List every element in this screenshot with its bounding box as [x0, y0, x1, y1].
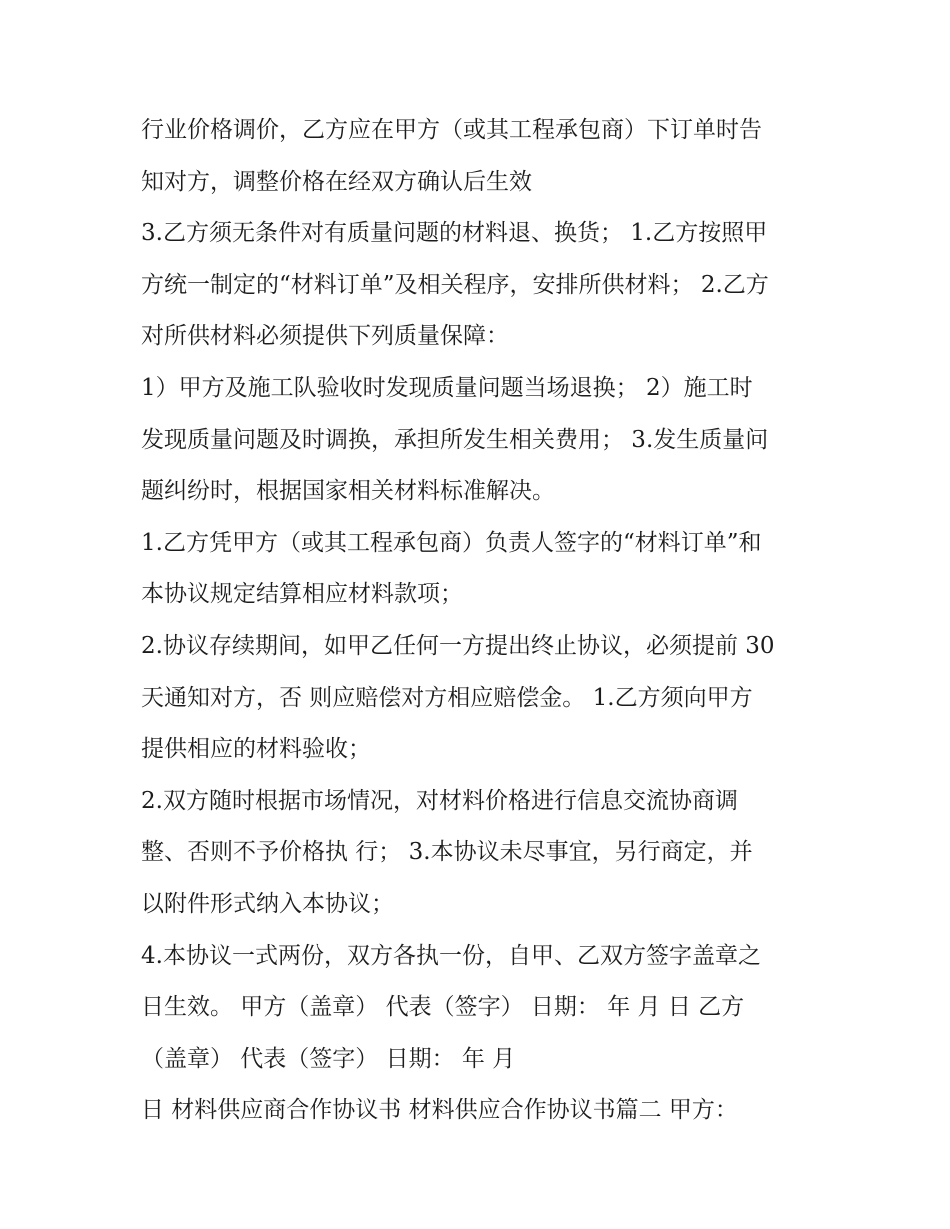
- text-line: 3.乙方须无条件对有质量问题的材料退、换货； 1.乙方按照甲: [141, 220, 768, 247]
- text-line: 题纠纷时，根据国家相关材料标准解决。: [141, 478, 555, 505]
- text-line: 1.乙方凭甲方（或其工程承包商）负责人签字的“材料订单”和: [141, 529, 762, 556]
- text-line: 知对方，调整价格在经双方确认后生效: [141, 168, 532, 195]
- text-line: 日生效。 甲方（盖章） 代表（签字） 日期： 年 月 日 乙方: [141, 994, 745, 1021]
- text-line: 1）甲方及施工队验收时发现质量问题当场退换； 2）施工时: [141, 374, 753, 401]
- text-line: 2.双方随时根据市场情况，对材料价格进行信息交流协商调: [141, 787, 738, 814]
- text-line: 以附件形式纳入本协议；: [141, 890, 394, 917]
- text-line: 行业价格调价，乙方应在甲方（或其工程承包商）下订单时告: [141, 117, 762, 143]
- document-body: [141, 105, 821, 1137]
- text-line: 日 材料供应商合作协议书 材料供应合作协议书篇二 甲方：: [141, 1097, 738, 1124]
- text-line: 2.协议存续期间，如甲乙任何一方提出终止协议，必须提前 30: [141, 632, 775, 659]
- text-line: 4.本协议一式两份，双方各执一份，自甲、乙双方签字盖章之: [141, 942, 761, 969]
- text-line: 提供相应的材料验收；: [141, 736, 371, 763]
- text-line: 天通知对方，否 则应赔偿对方相应赔偿金。 1.乙方须向甲方: [141, 684, 753, 711]
- text-line: 方统一制定的“材料订单”及相关程序，安排所供材料； 2.乙方: [141, 271, 769, 298]
- text-line: 整、否则不予价格执 行； 3.本协议未尽事宜，另行商定，并: [141, 839, 753, 866]
- text-line: （盖章） 代表（签字） 日期： 年 月: [141, 1045, 516, 1072]
- text-line: 对所供材料必须提供下列质量保障：: [141, 323, 509, 350]
- text-line: 发现质量问题及时调换，承担所发生相关费用； 3.发生质量问: [141, 426, 769, 453]
- text-line: 本协议规定结算相应材料款项；: [141, 581, 463, 608]
